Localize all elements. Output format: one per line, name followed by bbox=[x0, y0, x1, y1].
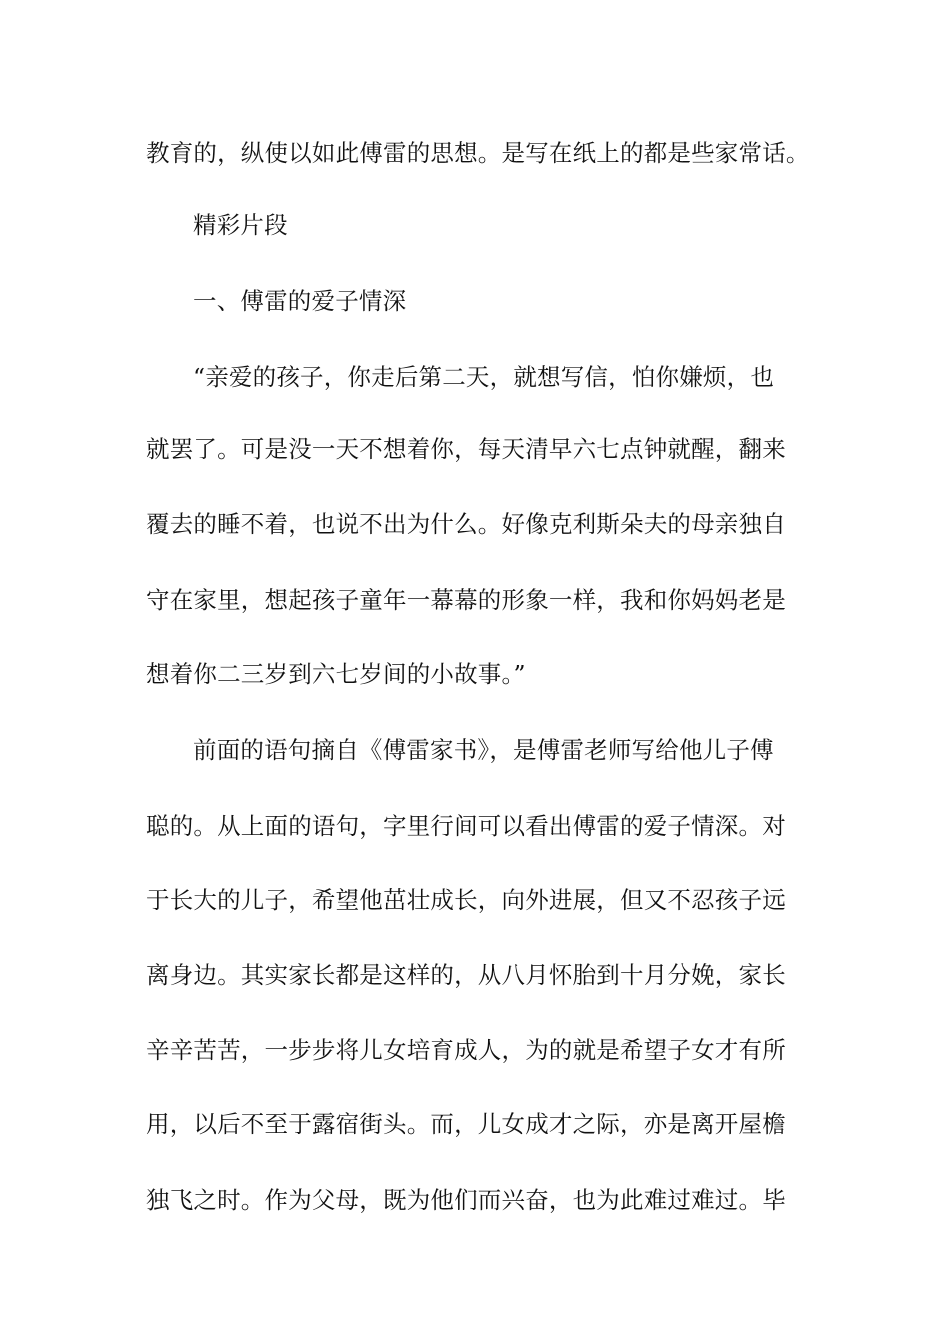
body-text-line: 于长大的儿子，希望他茁壮成长，向外进展，但又不忍孩子远 bbox=[146, 886, 786, 914]
body-text-line: 用，以后不至于露宿街头。而，儿女成才之际，亦是离开屋檐 bbox=[146, 1110, 786, 1138]
body-text-line: 教育的，纵使以如此傅雷的思想。是写在纸上的都是些家常话。 bbox=[146, 139, 810, 167]
quote-line: 想着你二三岁到六七岁间的小故事。” bbox=[146, 660, 526, 688]
quote-line: 覆去的睡不着，也说不出为什么。好像克利斯朵夫的母亲独自 bbox=[146, 510, 786, 538]
quote-line: “亲爱的孩子，你走后第二天，就想写信，怕你嫌烦，也 bbox=[193, 363, 775, 391]
section-heading: 精彩片段 bbox=[193, 211, 288, 239]
body-text-line: 聪的。从上面的语句，字里行间可以看出傅雷的爱子情深。对 bbox=[146, 812, 786, 840]
body-text-line: 独飞之时。作为父母，既为他们而兴奋，也为此难过难过。毕 bbox=[146, 1186, 786, 1214]
quote-line: 守在家里，想起孩子童年一幕幕的形象一样，我和你妈妈老是 bbox=[146, 586, 786, 614]
body-text-line: 离身边。其实家长都是这样的，从八月怀胎到十月分娩，家长 bbox=[146, 961, 786, 989]
quote-line: 就罢了。可是没一天不想着你，每天清早六七点钟就醒，翻来 bbox=[146, 435, 786, 463]
body-text-line: 前面的语句摘自《傅雷家书》，是傅雷老师写给他儿子傅 bbox=[193, 736, 774, 764]
subsection-heading: 一、傅雷的爱子情深 bbox=[193, 287, 407, 315]
body-text-line: 辛辛苦苦，一步步将儿女培育成人，为的就是希望子女才有所 bbox=[146, 1036, 786, 1064]
